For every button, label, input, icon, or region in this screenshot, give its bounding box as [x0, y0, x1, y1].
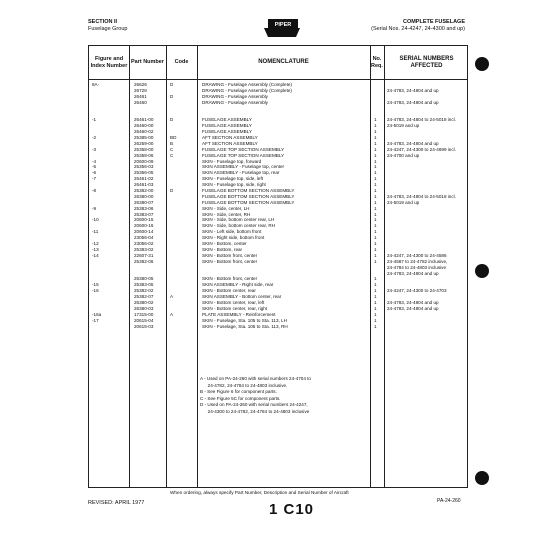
part-cell: 25382-06: [134, 258, 154, 264]
fig-cell: -16: [92, 288, 99, 294]
notes: [200, 376, 311, 415]
fig-cell: -5: [92, 164, 97, 170]
part-cell: 26460-00: [134, 123, 154, 129]
part-cell: 25383-06: [134, 205, 154, 211]
part-cell: 26380-07: [134, 199, 154, 205]
nomenclature-cell: SKIN - Bottom center, rear, right: [202, 305, 268, 311]
nomenclature-cell: FUSELAGE ASSEMBLY: [202, 129, 252, 135]
header-serial: (Serial Nos. 24-4247, 24-4300 and up): [371, 26, 465, 32]
req-cell: 1: [374, 217, 377, 223]
nomenclature-cell: SKIN - Side, bottom center rear, RH: [202, 223, 276, 229]
part-cell: 25382-07: [134, 294, 154, 300]
part-cell: 20600-09: [134, 158, 154, 164]
parts-table: [88, 45, 468, 488]
fig-cell: -9: [92, 205, 97, 211]
code-cell: D: [170, 117, 174, 123]
code-cell: C: [170, 152, 174, 158]
fig-cell: -1: [92, 117, 97, 123]
req-cell: 1: [374, 252, 377, 258]
nomenclature-cell: FUSELAGE TOP SECTION ASSEMBLY: [202, 152, 285, 158]
part-cell: 25382-00: [134, 188, 154, 194]
req-cell: 1: [374, 123, 377, 129]
punch-hole-icon: [475, 57, 489, 71]
part-cell: 26461: [134, 93, 147, 99]
req-cell: 1: [374, 211, 377, 217]
part-cell: 25383-05: [134, 282, 154, 288]
req-cell: 1: [374, 323, 377, 329]
part-cell: 25385-00: [134, 135, 154, 141]
nomenclature-cell: SKIN - Bottom front, center: [202, 258, 258, 264]
req-cell: 1: [374, 176, 377, 182]
req-cell: 1: [374, 317, 377, 323]
part-cell: 26380-02: [134, 299, 154, 305]
serial-cell: 24-4700 and up: [387, 152, 420, 158]
serial-cell: 24-4783, 24-4804 to 24-5018 incl.: [387, 117, 456, 123]
part-cell: 20615-03: [134, 323, 154, 329]
header-right: [371, 19, 465, 33]
req-cell: 1: [374, 146, 377, 152]
logo-text: PIPER: [274, 22, 292, 28]
fig-cell: 8A-: [92, 82, 100, 87]
header-divider: [89, 79, 467, 80]
nomenclature-cell: SKIN ASSEMBLY - Bottom center, rear: [202, 294, 282, 300]
nomenclature-cell: SKIN - Right side, bottom front: [202, 235, 265, 241]
header-left: [88, 19, 127, 33]
req-cell: 1: [374, 199, 377, 205]
req-cell: 1: [374, 246, 377, 252]
serial-cell: 24-4247, 24-4300 to 24-4699 incl.: [387, 146, 456, 152]
note-line: D - Used on PA-24-260 with serial numbers 24-4247,: [200, 402, 308, 407]
ordering-note: When ordering, always specify Part Number, Description and Serial Number of Aircraft: [170, 490, 349, 495]
nomenclature-cell: SKIN - Side, bottom center rear, LH: [202, 217, 275, 223]
part-cell: 26380-05: [134, 276, 154, 282]
req-cell: 1: [374, 117, 377, 123]
nomenclature-cell: SKIN - Bottom, center: [202, 241, 247, 247]
req-cell: 1: [374, 276, 377, 282]
nomenclature-cell: SKIN - Bottom center, rear, left: [202, 299, 265, 305]
part-cell: 25358-06: [134, 152, 154, 158]
serial-cell: 24-4783, 24-4804 and up: [387, 270, 439, 276]
code-cell: C: [170, 146, 174, 152]
req-cell: 1: [374, 311, 377, 317]
serial-cell: 24-4783, 24-4804 and up: [387, 140, 439, 146]
part-cell: 23056-02: [134, 241, 154, 247]
nomenclature-cell: SKIN - Bottom center, rear: [202, 288, 256, 294]
req-cell: 1: [374, 158, 377, 164]
req-cell: 1: [374, 223, 377, 229]
serial-cell: 24-4783, 24-4804 and up: [387, 299, 439, 305]
nomenclature-cell: SKIN - Side, center, RH: [202, 211, 251, 217]
nomenclature-cell: SKIN - Bottom front, center: [202, 252, 258, 258]
nomenclature-cell: SKIN - Side, center, LH: [202, 205, 250, 211]
th-serial: SERIAL NUMBERS AFFECTED: [399, 56, 454, 69]
part-cell: 25382-02: [134, 288, 154, 294]
note-line: B - See Figure 6 for component parts.: [200, 389, 277, 394]
part-cell: 26728: [134, 87, 147, 93]
part-cell: 26461-00: [134, 117, 154, 123]
serial-cell: 24-4247, 24-4300 to 24-4586: [387, 252, 447, 258]
th-code: Code: [174, 59, 189, 66]
fig-cell: -12: [92, 241, 99, 247]
nomenclature-cell: FUSELAGE BOTTOM SECTION ASSEMBLY: [202, 188, 295, 194]
req-cell: 1: [374, 152, 377, 158]
code-cell: D: [170, 93, 174, 99]
fig-cell: -11: [92, 229, 99, 235]
part-cell: 25383-07: [134, 211, 154, 217]
part-cell: 20600-16: [134, 223, 154, 229]
serial-cell: 24-4247, 24-4300 to 24-4703: [387, 288, 447, 294]
part-cell: 26460-02: [134, 129, 154, 135]
note-line: A - Used on PA-24-260 with serial numbers 24-4704 to: [200, 376, 311, 381]
req-cell: 1: [374, 282, 377, 288]
note-line: 24-4782, 24-4784 to 24-4803 inclusive.: [200, 382, 288, 388]
punch-hole-icon: [475, 471, 489, 485]
nomenclature-cell: SKIN - Left side, bottom front: [202, 229, 262, 235]
part-cell: 22607-31: [134, 252, 154, 258]
table-row: [89, 324, 467, 330]
code-cell: D: [170, 82, 174, 87]
fig-cell: -4: [92, 158, 97, 164]
punch-hole-icon: [475, 264, 489, 278]
fig-cell: -17: [92, 317, 99, 323]
nomenclature-cell: SKIN - Fuselage, Sta. 105 to Sta. 113, RH: [202, 323, 288, 329]
fig-cell: -13: [92, 246, 99, 252]
nomenclature-cell: AFT SECTION ASSEMBLY: [202, 140, 258, 146]
fig-cell: -3: [92, 146, 97, 152]
nomenclature-cell: SKIN ASSEMBLY - Right side, rear: [202, 282, 274, 288]
nomenclature-cell: FUSELAGE TOP SECTION ASSEMBLY: [202, 146, 285, 152]
revised-date: REVISED: APRIL 1977: [88, 500, 145, 506]
serial-cell: 24-4587 to 24-4782 inclusive,: [387, 258, 448, 264]
part-cell: 26461-03: [134, 182, 154, 188]
nomenclature-cell: FUSELAGE BOTTOM SECTION ASSEMBLY: [202, 199, 295, 205]
req-cell: 1: [374, 205, 377, 211]
req-cell: 1: [374, 135, 377, 141]
req-cell: 1: [374, 188, 377, 194]
nomenclature-cell: DRAWING - Fuselage Assembly: [202, 99, 268, 105]
part-cell: 20615-04: [134, 317, 154, 323]
nomenclature-cell: FUSELAGE ASSEMBLY: [202, 117, 252, 123]
part-cell: 26626: [134, 82, 147, 87]
group-label: Fuselage Group: [88, 26, 128, 32]
code-cell: D: [170, 188, 174, 194]
nomenclature-cell: FUSELAGE BOTTOM SECTION ASSEMBLY: [202, 193, 295, 199]
nomenclature-cell: DRAWING - Fuselage Assembly (Complete): [202, 87, 292, 93]
nomenclature-cell: SKIN - Fuselage top, forward: [202, 158, 262, 164]
req-cell: 1: [374, 182, 377, 188]
serial-cell: 24-4783, 24-4804 and up: [387, 87, 439, 93]
code-cell: A: [170, 294, 174, 300]
part-cell: 17315-00: [134, 311, 154, 317]
req-cell: 1: [374, 288, 377, 294]
header-title: COMPLETE FUSELAGE: [402, 19, 465, 25]
req-cell: 1: [374, 193, 377, 199]
nomenclature-cell: SKIN - Fuselage top, side, right: [202, 182, 266, 188]
nomenclature-cell: SKIN - Bottom, rear: [202, 246, 243, 252]
nomenclature-cell: DRAWING - Fuselage Assembly (Complete): [202, 82, 292, 87]
part-cell: 25383-02: [134, 246, 154, 252]
serial-cell: 24-5019 and up: [387, 199, 420, 205]
page-code: 1 C10: [269, 501, 315, 518]
part-cell: 26259-00: [134, 140, 154, 146]
fig-cell: -10: [92, 217, 99, 223]
part-cell: 20600-15: [134, 217, 154, 223]
part-cell: 26380-03: [134, 305, 154, 311]
req-cell: 1: [374, 140, 377, 146]
serial-cell: 24-4783, 24-4804 and up: [387, 305, 439, 311]
nomenclature-cell: AFT SECTION ASSEMBLY: [202, 135, 258, 141]
nomenclature-cell: PLATE ASSEMBLY - Reinforcement: [202, 311, 276, 317]
part-cell: 20600-14: [134, 229, 154, 235]
model-label: PA-24-260: [437, 498, 461, 504]
fig-cell: -6: [92, 170, 97, 176]
req-cell: 1: [374, 129, 377, 135]
serial-cell: 24-4784 to 24-4803 inclusive: [387, 264, 446, 270]
fig-cell: -8: [92, 188, 97, 194]
table-body: [89, 82, 467, 329]
fig-cell: -2: [92, 135, 97, 141]
req-cell: 1: [374, 305, 377, 311]
serial-cell: 24-4783, 24-4804 to 24-5018 incl.: [387, 193, 456, 199]
part-cell: 26380-00: [134, 193, 154, 199]
fig-cell: -16a: [92, 311, 102, 317]
serial-cell: 24-4783, 24-4804 and up: [387, 99, 439, 105]
nomenclature-cell: SKIN ASSEMBLY - Fuselage top, rear: [202, 170, 280, 176]
serial-cell: 24-5019 and up: [387, 123, 420, 129]
req-cell: 1: [374, 164, 377, 170]
code-cell: A: [170, 311, 174, 317]
nomenclature-cell: SKIN - Fuselage, Sta. 105 to Sta. 113, LH: [202, 317, 287, 323]
piper-logo-icon: [262, 18, 302, 38]
nomenclature-cell: SKIN - Fuselage top, side, left: [202, 176, 264, 182]
part-cell: 26460: [134, 99, 147, 105]
req-cell: 1: [374, 241, 377, 247]
note-line: 24-4300 to 24-4782, 24-4784 to 24-4803 inclusive: [200, 408, 310, 414]
req-cell: 1: [374, 258, 377, 264]
note-line: C - See Figure 5C for component parts.: [200, 395, 281, 401]
part-cell: 23056-04: [134, 235, 154, 241]
code-cell: BD: [170, 135, 177, 141]
section-label: SECTION II: [88, 19, 118, 25]
fig-cell: -14: [92, 252, 99, 258]
th-part: Part Number: [130, 59, 164, 66]
fig-cell: -15: [92, 282, 99, 288]
nomenclature-cell: DRAWING - Fuselage Assembly: [202, 93, 268, 99]
th-req: No. Req.: [371, 56, 383, 69]
th-nomenclature: NOMENCLATURE: [258, 59, 309, 66]
part-cell: 25356-05: [134, 170, 154, 176]
nomenclature-cell: SKIN - Bottom front, center: [202, 276, 258, 282]
fig-cell: -7: [92, 176, 97, 182]
part-cell: 25358-00: [134, 146, 154, 152]
req-cell: 1: [374, 170, 377, 176]
req-cell: 1: [374, 294, 377, 300]
req-cell: 1: [374, 229, 377, 235]
part-cell: 25356-03: [134, 164, 154, 170]
code-cell: B: [170, 140, 174, 146]
nomenclature-cell: SKIN ASSEMBLY - Fuselage top, center: [202, 164, 285, 170]
req-cell: 1: [374, 235, 377, 241]
part-cell: 26461-02: [134, 176, 154, 182]
th-figure: Figure and Index Number: [90, 56, 128, 69]
req-cell: 1: [374, 299, 377, 305]
nomenclature-cell: FUSELAGE ASSEMBLY: [202, 123, 252, 129]
